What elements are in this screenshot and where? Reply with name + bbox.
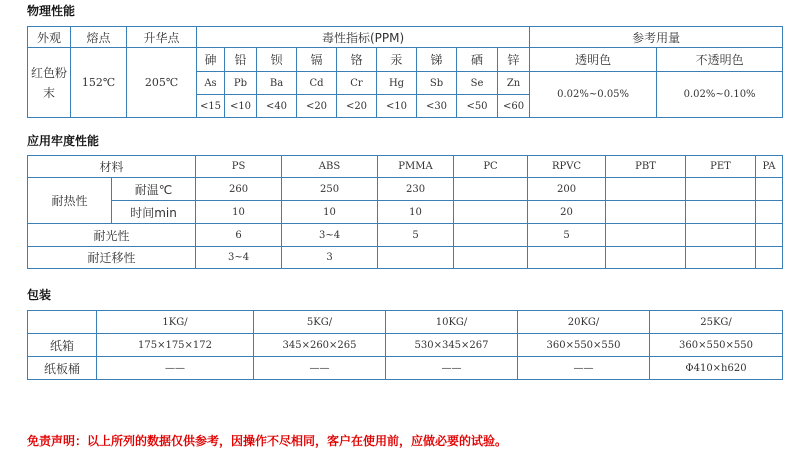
carton-dimension: 360×550×550 <box>518 334 650 357</box>
element-name: 锑 <box>417 48 457 72</box>
material-column: PBT <box>606 156 686 178</box>
heat-resistance-label: 耐热性 <box>28 178 112 224</box>
element-limit: <20 <box>297 95 337 118</box>
migration-value <box>528 247 606 269</box>
migration-resistance-label: 耐迁移性 <box>28 247 196 269</box>
time-value: 20 <box>528 201 606 224</box>
migration-value <box>686 247 756 269</box>
element-symbol: Se <box>457 72 498 95</box>
time-value <box>454 201 528 224</box>
time-value: 10 <box>282 201 378 224</box>
element-name: 汞 <box>377 48 417 72</box>
element-limit: <15 <box>197 95 225 118</box>
drum-dimension: Φ410×h620 <box>650 357 783 380</box>
material-column: PET <box>686 156 756 178</box>
light-fastness-value <box>606 224 686 247</box>
carton-dimension: 175×175×172 <box>97 334 254 357</box>
header-dosage: 参考用量 <box>530 27 783 48</box>
time-label: 时间min <box>112 201 196 224</box>
element-limit: <50 <box>457 95 498 118</box>
light-fastness-value: 5 <box>528 224 606 247</box>
opaque-label: 不透明色 <box>657 48 783 72</box>
carton-dimension: 530×345×267 <box>386 334 518 357</box>
temperature-label: 耐温℃ <box>112 178 196 201</box>
element-symbol: Hg <box>377 72 417 95</box>
material-column: PS <box>196 156 282 178</box>
element-limit: <30 <box>417 95 457 118</box>
package-weight: 25KG/ <box>650 311 783 334</box>
temperature-value: 260 <box>196 178 282 201</box>
element-symbol: Sb <box>417 72 457 95</box>
header-melting-point: 熔点 <box>71 27 127 48</box>
transparent-label: 透明色 <box>530 48 657 72</box>
element-limit: <40 <box>257 95 297 118</box>
temperature-value: 230 <box>378 178 454 201</box>
element-limit: <10 <box>377 95 417 118</box>
element-name: 锌 <box>498 48 530 72</box>
appearance-value: 红色粉末 <box>28 48 71 118</box>
header-appearance: 外观 <box>28 27 71 48</box>
opaque-dosage-value: 0.02%~0.10% <box>657 72 783 118</box>
element-symbol: As <box>197 72 225 95</box>
temperature-value <box>606 178 686 201</box>
temperature-value <box>756 178 783 201</box>
element-symbol: Pb <box>225 72 257 95</box>
material-column: PMMA <box>378 156 454 178</box>
temperature-value <box>686 178 756 201</box>
material-column: ABS <box>282 156 378 178</box>
element-name: 铅 <box>225 48 257 72</box>
time-value: 10 <box>196 201 282 224</box>
element-limit: <10 <box>225 95 257 118</box>
light-fastness-value <box>756 224 783 247</box>
material-column: RPVC <box>528 156 606 178</box>
element-symbol: Cd <box>297 72 337 95</box>
physical-section-title: 物理性能 <box>27 4 76 18</box>
drum-dimension: —— <box>386 357 518 380</box>
temperature-value <box>454 178 528 201</box>
light-fastness-value: 3~4 <box>282 224 378 247</box>
drum-label: 纸板桶 <box>28 357 97 380</box>
element-symbol: Cr <box>337 72 377 95</box>
packaging-corner-cell <box>28 311 97 334</box>
temperature-value: 200 <box>528 178 606 201</box>
temperature-value: 250 <box>282 178 378 201</box>
material-label: 材料 <box>28 156 196 178</box>
element-limit: <60 <box>498 95 530 118</box>
header-toxicity: 毒性指标(PPM) <box>197 27 530 48</box>
element-name: 铬 <box>337 48 377 72</box>
time-value <box>686 201 756 224</box>
element-name: 钡 <box>257 48 297 72</box>
material-column: PA <box>756 156 783 178</box>
package-weight: 20KG/ <box>518 311 650 334</box>
physical-properties-table <box>27 26 783 118</box>
element-name: 砷 <box>197 48 225 72</box>
migration-value <box>606 247 686 269</box>
migration-value <box>756 247 783 269</box>
sublimation-value: 205℃ <box>127 48 197 118</box>
light-fastness-value: 6 <box>196 224 282 247</box>
light-fastness-value <box>686 224 756 247</box>
packaging-section-title: 包装 <box>27 288 52 302</box>
migration-value: 3 <box>282 247 378 269</box>
carton-dimension: 345×260×265 <box>254 334 386 357</box>
drum-dimension: —— <box>254 357 386 380</box>
packaging-table <box>27 310 783 380</box>
drum-dimension: —— <box>97 357 254 380</box>
transparent-dosage-value: 0.02%~0.05% <box>530 72 657 118</box>
element-name: 硒 <box>457 48 498 72</box>
disclaimer-text: 免责声明：以上所列的数据仅供参考，因操作不尽相同，客户在使用前，应做必要的试验。 <box>27 434 508 448</box>
header-sublimation-point: 升华点 <box>127 27 197 48</box>
migration-value: 3~4 <box>196 247 282 269</box>
package-weight: 5KG/ <box>254 311 386 334</box>
carton-dimension: 360×550×550 <box>650 334 783 357</box>
time-value <box>756 201 783 224</box>
package-weight: 1KG/ <box>97 311 254 334</box>
element-symbol: Ba <box>257 72 297 95</box>
migration-value <box>378 247 454 269</box>
application-fastness-table <box>27 155 783 269</box>
material-column: PC <box>454 156 528 178</box>
drum-dimension: —— <box>518 357 650 380</box>
package-weight: 10KG/ <box>386 311 518 334</box>
time-value <box>606 201 686 224</box>
element-limit: <20 <box>337 95 377 118</box>
element-name: 镉 <box>297 48 337 72</box>
light-fastness-value: 5 <box>378 224 454 247</box>
light-fastness-label: 耐光性 <box>28 224 196 247</box>
light-fastness-value <box>454 224 528 247</box>
melting-value: 152℃ <box>71 48 127 118</box>
application-section-title: 应用牢度性能 <box>27 134 100 148</box>
time-value: 10 <box>378 201 454 224</box>
element-symbol: Zn <box>498 72 530 95</box>
migration-value <box>454 247 528 269</box>
carton-label: 纸箱 <box>28 334 97 357</box>
